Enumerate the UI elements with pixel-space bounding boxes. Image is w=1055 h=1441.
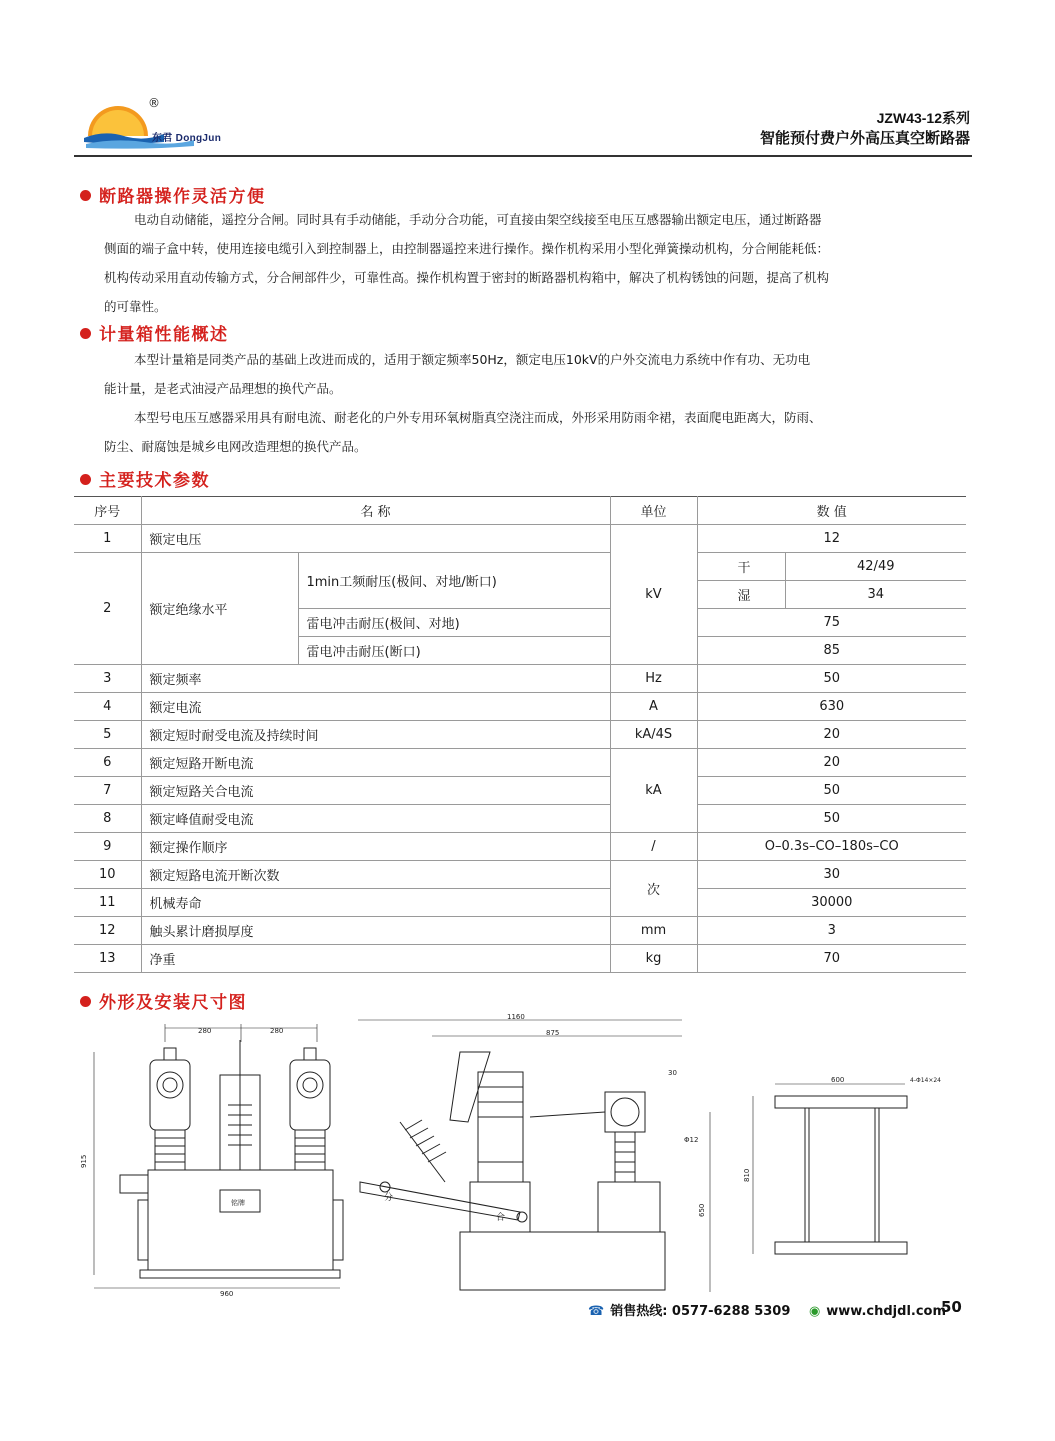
cell-name: 净重 bbox=[141, 945, 610, 973]
dim-810: 810 bbox=[743, 1168, 751, 1182]
cell-no: 4 bbox=[74, 693, 141, 721]
cell-subname: 雷电冲击耐压(极间、对地) bbox=[298, 609, 610, 637]
cell-no: 5 bbox=[74, 721, 141, 749]
cell-unit: 次 bbox=[610, 861, 697, 917]
para-line: 侧面的端子盒中转，使用连接电缆引入到控制器上，由控制器遥控来进行操作。操作机构采用小型化弹簧操动机构，分合闸能耗低： bbox=[104, 241, 830, 256]
cell-no: 8 bbox=[74, 805, 141, 833]
hole-spec: 4-Φ14×24 bbox=[910, 1077, 942, 1084]
para-line: 的可靠性。 bbox=[104, 299, 167, 314]
section-body-metering bbox=[104, 345, 966, 461]
cell-value: 12 bbox=[697, 525, 966, 553]
cell-name: 触头累计磨损厚度 bbox=[141, 917, 610, 945]
table-row bbox=[74, 917, 966, 945]
cell-subname: 1min工频耐压(极间、对地/断口) bbox=[298, 553, 610, 609]
dim-960: 960 bbox=[220, 1290, 234, 1298]
cell-name: 额定绝缘水平 bbox=[141, 553, 298, 665]
section-body-operation bbox=[104, 205, 966, 321]
dim-280-left: 280 bbox=[198, 1027, 212, 1035]
section-title-dimensions: 外形及安装尺寸图 bbox=[80, 988, 247, 1013]
table-header-row bbox=[74, 497, 966, 525]
cell-value: 85 bbox=[697, 637, 966, 665]
cell-value: 3 bbox=[697, 917, 966, 945]
table-row bbox=[74, 777, 966, 805]
table-row bbox=[74, 945, 966, 973]
cell-unit: Hz bbox=[610, 665, 697, 693]
cell-unit: kV bbox=[610, 525, 697, 665]
cell-unit: kA bbox=[610, 749, 697, 833]
header-divider bbox=[74, 155, 972, 157]
dim-915: 915 bbox=[80, 1154, 88, 1168]
dim-280-right: 280 bbox=[270, 1027, 284, 1035]
open-label: 分 bbox=[384, 1193, 394, 1203]
mounting-plan-drawing bbox=[745, 1070, 945, 1290]
brand-name: 东君 DongJun bbox=[152, 133, 222, 144]
col-header-unit: 单位 bbox=[610, 497, 697, 525]
dim-875: 875 bbox=[546, 1029, 560, 1037]
cell-value: 30 bbox=[697, 861, 966, 889]
cell-value: 630 bbox=[697, 693, 966, 721]
table-row bbox=[74, 889, 966, 917]
registered-mark: ® bbox=[148, 96, 160, 110]
col-header-value: 数 值 bbox=[697, 497, 966, 525]
cell-name: 额定电压 bbox=[141, 525, 610, 553]
cell-name: 额定峰值耐受电流 bbox=[141, 805, 610, 833]
cell-name: 额定短路电流开断次数 bbox=[141, 861, 610, 889]
cell-value: O–0.3s–CO–180s–CO bbox=[697, 833, 966, 861]
cell-no: 2 bbox=[74, 553, 141, 665]
para-line: 防尘、耐腐蚀是城乡电网改造理想的换代产品。 bbox=[104, 439, 367, 454]
cell-no: 3 bbox=[74, 665, 141, 693]
cell-no: 1 bbox=[74, 525, 141, 553]
dim-30: 30 bbox=[668, 1069, 677, 1077]
cell-value: 50 bbox=[697, 777, 966, 805]
cell-no: 6 bbox=[74, 749, 141, 777]
hotline-text: 销售热线: 0577-6288 5309 bbox=[610, 1304, 791, 1319]
cell-name: 额定短路关合电流 bbox=[141, 777, 610, 805]
col-header-name: 名 称 bbox=[141, 497, 610, 525]
cell-name: 额定操作顺序 bbox=[141, 833, 610, 861]
cell-value: 50 bbox=[697, 665, 966, 693]
nameplate-label: 铭牌 bbox=[231, 1199, 245, 1207]
cell-condition: 干 bbox=[697, 553, 785, 581]
phone-icon: ☎ bbox=[588, 1304, 605, 1319]
close-label: 合 bbox=[496, 1213, 506, 1223]
table-row bbox=[74, 721, 966, 749]
cell-value: 70 bbox=[697, 945, 966, 973]
table-row bbox=[74, 861, 966, 889]
cell-unit: mm bbox=[610, 917, 697, 945]
footer-contact bbox=[588, 1300, 952, 1319]
cell-unit: A bbox=[610, 693, 697, 721]
col-header-no: 序号 bbox=[74, 497, 141, 525]
product-title: 智能预付费户外高压真空断路器 bbox=[759, 129, 970, 147]
bullet-icon bbox=[80, 474, 91, 485]
cell-subname: 雷电冲击耐压(断口) bbox=[298, 637, 610, 665]
table-row bbox=[74, 805, 966, 833]
page-number: 50 bbox=[941, 1298, 962, 1316]
cell-value: 42/49 bbox=[785, 553, 966, 581]
bullet-icon bbox=[80, 996, 91, 1007]
cell-unit: / bbox=[610, 833, 697, 861]
cell-no: 13 bbox=[74, 945, 141, 973]
table-row bbox=[74, 749, 966, 777]
cell-no: 12 bbox=[74, 917, 141, 945]
series-title: JZW43-12系列 bbox=[876, 110, 970, 126]
dim-phi12: Φ12 bbox=[684, 1136, 699, 1144]
cell-value: 20 bbox=[697, 749, 966, 777]
cell-value: 75 bbox=[697, 609, 966, 637]
cell-name: 额定电流 bbox=[141, 693, 610, 721]
para-line: 电动自动储能，遥控分合闸。同时具有手动储能，手动分合功能，可直接由架空线接至电压互感器输出额定电压，通过断路器 bbox=[134, 212, 822, 227]
para-line: 本型计量箱是同类产品的基础上改进而成的，适用于额定频率50Hz，额定电压10kV的户外交流电力系统中作有功、无功电 bbox=[134, 352, 811, 367]
dim-650: 650 bbox=[698, 1203, 706, 1217]
section-title-operation: 断路器操作灵活方便 bbox=[80, 182, 266, 207]
para-line: 本型号电压互感器采用具有耐电流、耐老化的户外专用环氧树脂真空浇注而成，外形采用防雨伞裙，表面爬电距离大，防雨、 bbox=[134, 410, 822, 425]
table-row bbox=[74, 525, 966, 553]
table-row bbox=[74, 665, 966, 693]
cell-value: 50 bbox=[697, 805, 966, 833]
cell-no: 9 bbox=[74, 833, 141, 861]
cell-name: 额定短时耐受电流及持续时间 bbox=[141, 721, 610, 749]
tech-params-table bbox=[74, 496, 966, 973]
para-line: 机构传动采用直动传输方式，分合闸部件少，可靠性高。操作机构置于密封的断路器机构箱中，解决了机构锈蚀的问题，提高了机构 bbox=[104, 270, 830, 285]
side-view-drawing bbox=[350, 1012, 720, 1304]
website-link[interactable]: www.chdjdl.com bbox=[826, 1304, 947, 1319]
cell-unit: kg bbox=[610, 945, 697, 973]
section-title-metering: 计量箱性能概述 bbox=[80, 320, 229, 345]
dim-1160: 1160 bbox=[507, 1013, 525, 1021]
cell-value: 30000 bbox=[697, 889, 966, 917]
bullet-icon bbox=[80, 190, 91, 201]
cell-no: 7 bbox=[74, 777, 141, 805]
cell-no: 10 bbox=[74, 861, 141, 889]
para-line: 能计量，是老式油浸产品理想的换代产品。 bbox=[104, 381, 342, 396]
cell-condition: 湿 bbox=[697, 581, 785, 609]
dim-600: 600 bbox=[831, 1076, 845, 1084]
cell-value: 20 bbox=[697, 721, 966, 749]
front-view-drawing bbox=[80, 1020, 355, 1302]
table-row bbox=[74, 833, 966, 861]
globe-icon: ◉ bbox=[808, 1304, 821, 1319]
cell-value: 34 bbox=[785, 581, 966, 609]
cell-name: 机械寿命 bbox=[141, 889, 610, 917]
bullet-icon bbox=[80, 328, 91, 339]
cell-unit: kA/4S bbox=[610, 721, 697, 749]
cell-name: 额定频率 bbox=[141, 665, 610, 693]
cell-no: 11 bbox=[74, 889, 141, 917]
cell-name: 额定短路开断电流 bbox=[141, 749, 610, 777]
table-row bbox=[74, 553, 966, 581]
section-title-params: 主要技术参数 bbox=[80, 466, 210, 491]
table-row bbox=[74, 693, 966, 721]
